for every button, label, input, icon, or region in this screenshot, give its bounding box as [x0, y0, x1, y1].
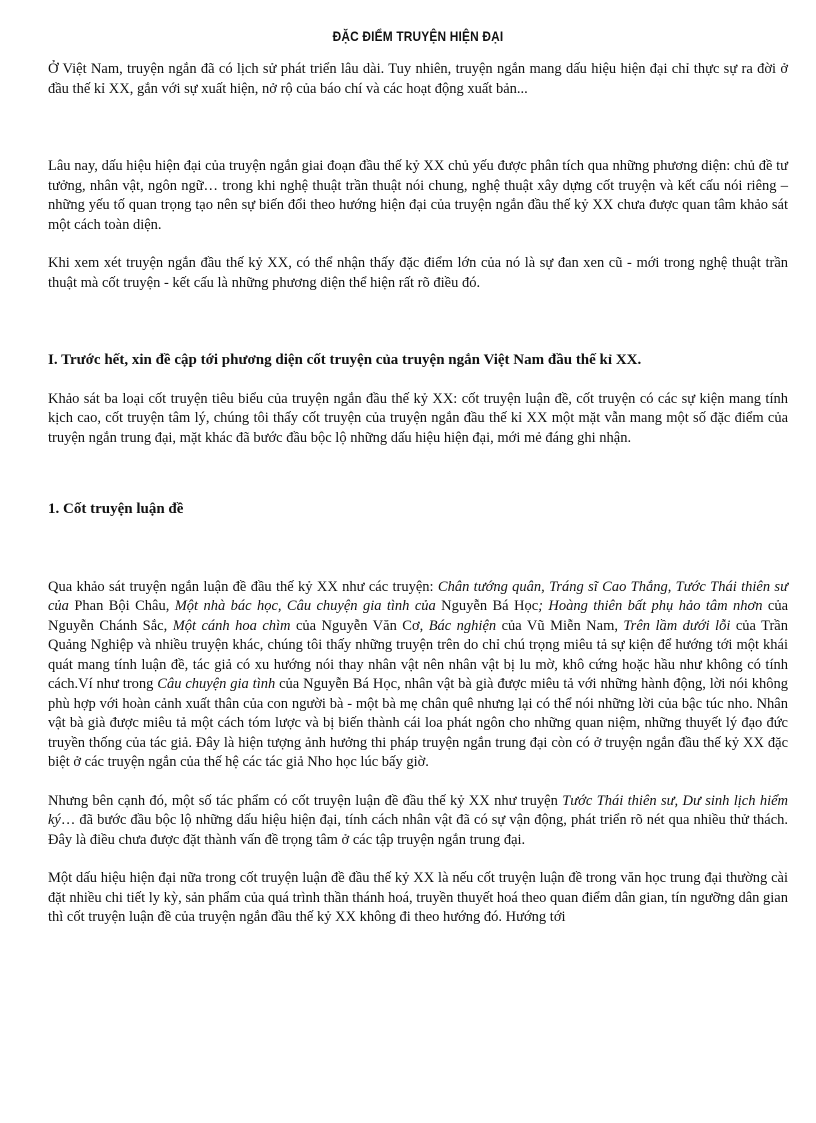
paragraph-modern-signs: Nhưng bên cạnh đó, một số tác phẩm có cốt truyện luận đề đầu thế kỷ XX như truyện Tước Thái thiên sư, Dư sinh lịch hiểm ký… đã bước đầu bộc lộ những dấu hiệu hiện đại, tính cách nhân vật đã có sự vận động, phát triển rõ nét qua nhiều thử thách. Đây là điều chưa được đặt thành vấn đề trọng tâm ở các tập truyện ngắn trung đại.: [48, 792, 788, 848]
page-title: ĐẶC ĐIỂM TRUYỆN HIỆN ĐẠI: [332, 28, 504, 44]
paragraph-narrative-art: Lâu nay, dấu hiệu hiện đại của truyện ngắn giai đoạn đầu thế kỷ XX chủ yếu được phân tích qua những phương diện: chủ đề tư tưởng, nhân vật, ngôn ngữ… trong khi nghệ thuật trần thuật nói chung, nghệ thuật xây dựng cốt truyện và kết cấu nói riêng – những yếu tố quan trọng tạo nên sự biến đổi theo hướng hiện đại của truyện ngắn đầu thế kỷ XX chưa được quan tâm khảo sát một cách toàn diện.: [48, 158, 788, 233]
paragraph-intro: Ở Việt Nam, truyện ngắn đã có lịch sử phát triển lâu dài. Tuy nhiên, truyện ngắn mang dấu hiệu hiện đại chỉ thực sự ra đời ở đầu thế kỉ XX, gắn với sự xuất hiện, nở rộ của báo chí và các hoạt động xuất bản...: [48, 61, 788, 97]
section-heading-plot: I. Trước hết, xin đề cập tới phương diện cốt truyện của truyện ngắn Việt Nam đầu thế kỉ XX.: [48, 352, 642, 368]
document-page: [48, 28, 788, 928]
paragraph-old-new: Khi xem xét truyện ngắn đầu thế kỷ XX, có thể nhận thấy đặc điểm lớn của nó là sự đan xen cũ - mới trong nghệ thuật trần thuật mà cốt truyện - kết cấu là những phương diện thể hiện rất rõ điều đó.: [48, 255, 788, 291]
paragraph-plot-survey: Khảo sát ba loại cốt truyện tiêu biểu của truyện ngắn đầu thế kỷ XX: cốt truyện luận đề, cốt truyện có các sự kiện mang tính kịch cao, cốt truyện tâm lý, chúng tôi thấy cốt truyện của truyện ngắn đầu thế kỉ XX một mặt vẫn mang một số đặc điểm của truyện ngắn trung đại, mặt khác đã bước đầu bộc lộ những dấu hiệu hiện đại, mới mẻ đáng ghi nhận.: [48, 390, 788, 446]
paragraph-another-sign: Một dấu hiệu hiện đại nữa trong cốt truyện luận đề đầu thế kỷ XX là nếu cốt truyện luận đề trong văn học trung đại thường cài đặt nhiều chi tiết ly kỳ, sản phẩm của quá trình thần thánh hoá, truyền thuyết hoá theo quan điểm dân gian, tín ngưỡng dân gian thì cốt truyện luận đề của truyện ngắn đầu thế kỷ XX không đi theo hướng đó. Hướng tới: [48, 870, 788, 925]
paragraph-thesis-stories: Qua khảo sát truyện ngắn luận đề đầu thế kỷ XX như các truyện: Chân tướng quân, Tráng sĩ Cao Thắng, Tước Thái thiên sư của Phan Bội Châu, Một nhà bác học, Câu chuyện gia tình của Nguyễn Bá Học; Hoàng thiên bất phụ hảo tâm nhơn của Nguyễn Chánh Sắc, Một cánh hoa chìm của Nguyễn Văn Cơ, Bác nghiện của Vũ Miễn Nam, Trên lầm dưới lỗi của Trần Quảng Nghiệp và nhiều truyện khác, chúng tôi thấy những truyện trên do chỉ chú trọng miêu tả sự kiện để hướng tới một khái quát mang tính luận đề, tác giả có xu hướng nói thay nhân vật nên nhân vật bị lu mờ, khô cứng hoặc hầu như không có tính cách.Ví như trong Câu chuyện gia tình của Nguyễn Bá Học, nhân vật bà già được miêu tả với những hành động, lời nói không phù hợp với hoàn cảnh xuất thân của con người bà - một bà mẹ chân quê nhưng lại có thể nói những lời của bậc túc nho. Nhân vật bà già được miêu tả một cách tóm lược và bị biến thành cái loa phát ngôn cho những quan niệm, những thuyết lý đạo đức truyền thống của tác giả. Đây là hiện tượng ảnh hưởng thi pháp truyện ngắn trung đại còn có ở truyện ngắn đầu thế kỷ XX đặc biệt ở các truyện ngắn của thế hệ các tác giả Nho học lúc bấy giờ.: [48, 578, 789, 770]
subsection-heading-thesis-plot: 1. Cốt truyện luận đề: [48, 501, 184, 517]
